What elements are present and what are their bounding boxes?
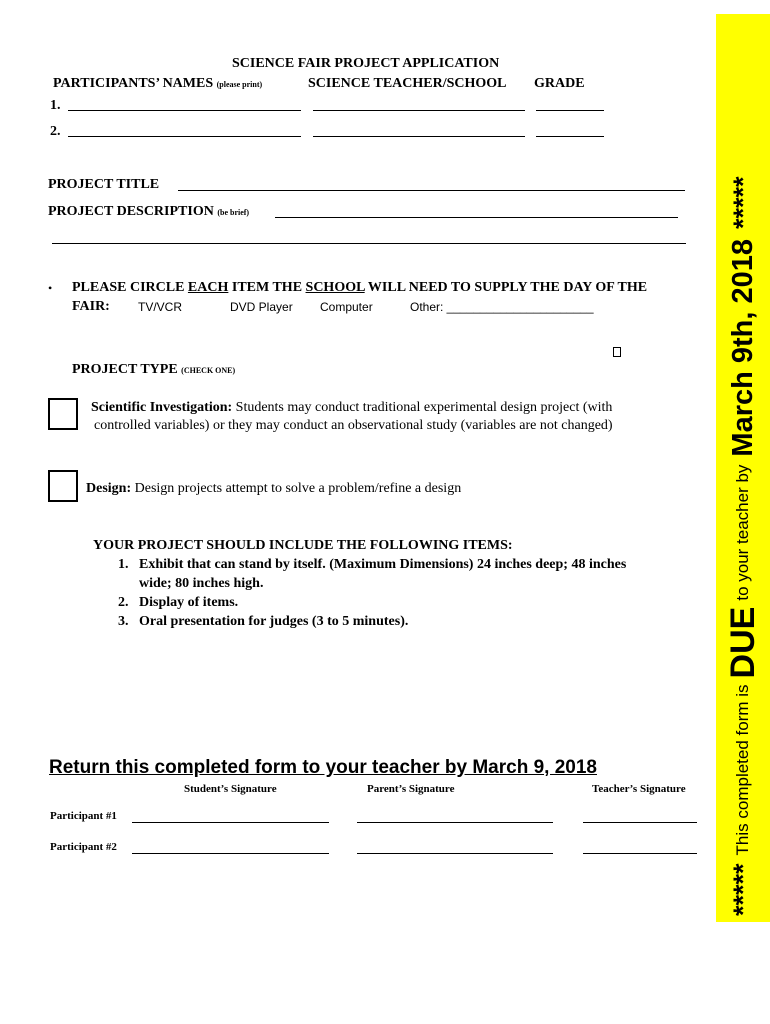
banner-due: DUE: [723, 606, 762, 679]
scientific-investigation-checkbox[interactable]: [48, 398, 78, 430]
participant-2-label: Participant #2: [50, 841, 117, 853]
banner-date: March 9th, 2018: [726, 238, 759, 457]
prompt-part: PLEASE CIRCLE: [72, 280, 188, 295]
participant-1-student-signature[interactable]: [132, 822, 329, 823]
project-title-field[interactable]: [178, 190, 685, 191]
prompt-part: WILL NEED TO SUPPLY THE DAY OF THE: [364, 280, 648, 295]
grade-1-field[interactable]: [536, 110, 604, 111]
form-title: SCIENCE FAIR PROJECT APPLICATION: [232, 56, 500, 71]
design-checkbox[interactable]: [48, 470, 78, 502]
small-checkbox-icon: [613, 347, 621, 357]
participants-names-label: PARTICIPANTS’ NAMES: [53, 76, 214, 91]
include-item-1-cont: wide; 80 inches high.: [139, 576, 264, 591]
include-heading: YOUR PROJECT SHOULD INCLUDE THE FOLLOWING ITEMS:: [93, 538, 513, 553]
grade-2-field[interactable]: [536, 136, 604, 137]
prompt-part: ITEM THE: [228, 280, 306, 295]
supply-item-tv-vcr[interactable]: TV/VCR: [138, 300, 183, 314]
due-date-banner: [716, 14, 770, 922]
fair-label: FAIR:: [72, 299, 110, 314]
supply-item-computer[interactable]: Computer: [320, 300, 373, 314]
participant-1-parent-signature[interactable]: [357, 822, 553, 823]
include-item-1: Exhibit that can stand by itself. (Maximum Dimensions) 24 inches deep; 48 inches: [139, 557, 627, 572]
banner-text-1: This completed form is: [733, 684, 752, 856]
be-brief-note: (be brief): [217, 208, 250, 217]
teacher-signature-label: Teacher’s Signature: [592, 783, 686, 795]
check-one-note: (CHECK ONE): [181, 366, 236, 375]
scientific-text: Students may conduct traditional experimental design project (with: [232, 400, 613, 415]
student-signature-label: Student’s Signature: [184, 783, 277, 795]
teacher-school-2-field[interactable]: [313, 136, 525, 137]
include-item-2-number: 2.: [118, 595, 129, 610]
supplies-prompt: [72, 280, 647, 296]
participant-2-parent-signature[interactable]: [357, 853, 553, 854]
scientific-description-line2: controlled variables) or they may conduct an observational study (variables are not changed): [94, 418, 613, 433]
project-description-label: PROJECT DESCRIPTION: [48, 204, 214, 219]
scientific-investigation-label: Scientific Investigation:: [91, 400, 233, 415]
bullet: •: [48, 281, 53, 295]
participant-2-name-field[interactable]: [68, 136, 301, 137]
grade-label: GRADE: [534, 76, 585, 91]
banner-stars-end: *****: [727, 176, 758, 229]
scientific-description-line1: [91, 400, 612, 416]
project-description-field-1[interactable]: [275, 217, 678, 218]
prompt-school: SCHOOL: [305, 280, 365, 295]
design-description: [86, 481, 461, 497]
supply-item-other[interactable]: Other: ______________________: [410, 300, 594, 314]
participants-header: [53, 76, 262, 92]
project-type-header: [72, 362, 235, 378]
include-item-3: Oral presentation for judges (3 to 5 minutes).: [139, 614, 409, 629]
parent-signature-label: Parent’s Signature: [367, 783, 455, 795]
include-item-2: Display of items.: [139, 595, 239, 610]
project-description-header: [48, 204, 249, 220]
project-type-label: PROJECT TYPE: [72, 362, 178, 377]
banner-text-2: to your teacher by: [733, 464, 752, 601]
participant-1-name-field[interactable]: [68, 110, 301, 111]
participant-1-teacher-signature[interactable]: [583, 822, 697, 823]
banner-stars-start: *****: [727, 863, 758, 916]
teacher-school-1-field[interactable]: [313, 110, 525, 111]
project-title-label: PROJECT TITLE: [48, 177, 160, 192]
prompt-each: EACH: [187, 280, 229, 295]
row-number-1: 1.: [50, 98, 61, 113]
return-notice: Return this completed form to your teacher by March 9, 2018: [49, 757, 597, 778]
project-description-field-2[interactable]: [52, 243, 686, 244]
participant-2-student-signature[interactable]: [132, 853, 329, 854]
participant-2-teacher-signature[interactable]: [583, 853, 697, 854]
design-text: Design projects attempt to solve a problem/refine a design: [131, 481, 462, 496]
include-item-3-number: 3.: [118, 614, 129, 629]
include-item-1-number: 1.: [118, 557, 129, 572]
row-number-2: 2.: [50, 124, 61, 139]
please-print-note: (please print): [216, 80, 263, 89]
supply-item-dvd-player[interactable]: DVD Player: [230, 300, 293, 314]
participant-1-label: Participant #1: [50, 810, 117, 822]
design-label: Design:: [86, 481, 132, 496]
teacher-school-label: SCIENCE TEACHER/SCHOOL: [308, 76, 507, 91]
